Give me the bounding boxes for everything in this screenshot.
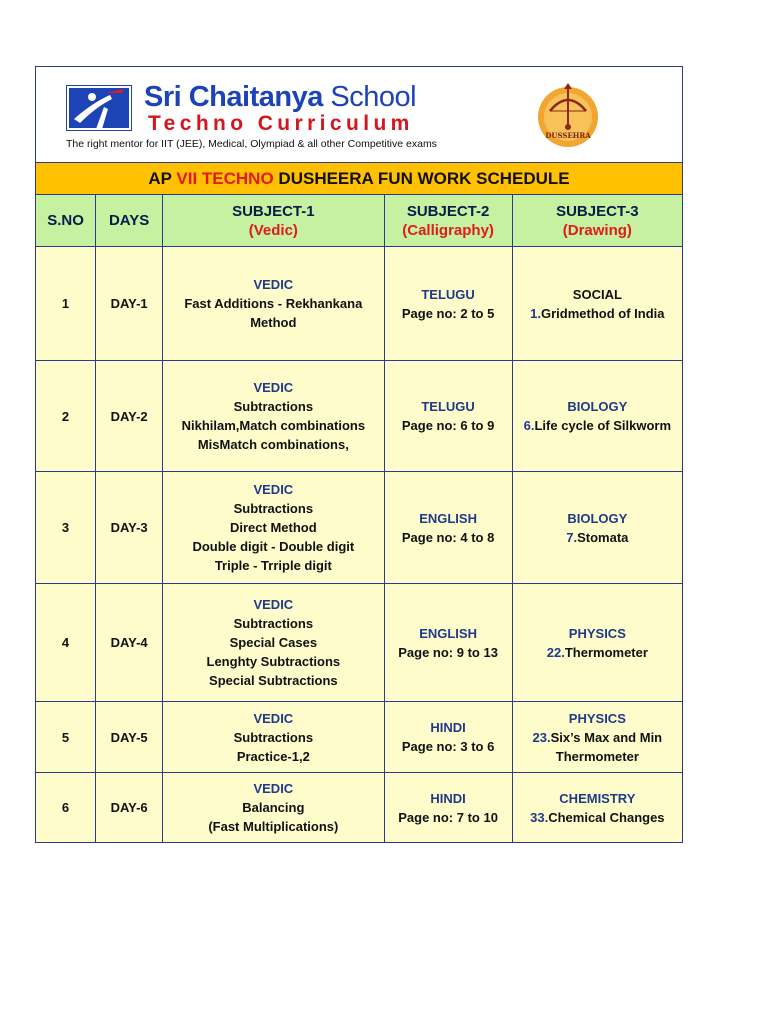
subject2-page: Page no: 6 to 9	[401, 418, 495, 433]
col-header-subject3: SUBJECT-3 (Drawing)	[512, 195, 682, 247]
subject2-head: HINDI	[430, 790, 466, 806]
row-subject2	[384, 584, 512, 702]
subject2-head: ENGLISH	[419, 625, 477, 641]
table-row	[36, 584, 683, 702]
subject1-line: Practice-1,2	[236, 748, 310, 764]
row-subject3	[512, 584, 682, 702]
row-subject2	[384, 472, 512, 584]
subject1-head: VEDIC	[253, 597, 294, 612]
row-sno: 2	[36, 361, 96, 472]
subject3-topic: 23.Six’s Max and Min Thermometer	[532, 729, 663, 764]
row-subject2	[384, 247, 512, 361]
table-row	[36, 773, 683, 843]
row-sno: 1	[36, 247, 96, 361]
subject2-page: Page no: 7 to 10	[398, 809, 498, 825]
subject2-head: ENGLISH	[419, 510, 477, 526]
subject1-head: VEDIC	[253, 380, 294, 395]
dusshera-badge-text: DUSSEHRA	[545, 131, 591, 140]
subject1-line: Subtractions	[233, 616, 314, 631]
row-subject1	[163, 702, 384, 773]
subject1-line: Lenghty Subtractions	[206, 654, 341, 669]
col-header-subject1-sub: (Vedic)	[248, 221, 298, 239]
row-subject1	[163, 361, 384, 472]
row-sno: 5	[36, 702, 96, 773]
school-name	[144, 81, 416, 114]
row-day: DAY-3	[96, 472, 163, 584]
subject1-line: Direct Method	[230, 520, 317, 535]
table-row	[36, 472, 683, 584]
subject1-line: Method	[250, 315, 297, 330]
subject1-line: MisMatch combinations,	[197, 437, 349, 452]
table-row	[36, 702, 683, 773]
subject3-topic: 1.Gridmethod of India	[530, 305, 665, 321]
subject3-head: PHYSICS	[568, 710, 626, 726]
subject2-page: Page no: 4 to 8	[401, 529, 495, 545]
subject1-head: VEDIC	[253, 781, 294, 796]
row-subject1	[163, 773, 384, 843]
subject1-line: Balancing	[242, 800, 305, 815]
row-subject2	[384, 773, 512, 843]
row-sno: 3	[36, 472, 96, 584]
col-header-subject2: SUBJECT-2 (Calligraphy)	[384, 195, 512, 247]
subject2-head: HINDI	[430, 720, 466, 735]
col-header-subject1: SUBJECT-1 (Vedic)	[163, 195, 384, 247]
subject3-topic: 6.Life cycle of Silkworm	[523, 418, 672, 433]
row-subject3	[512, 773, 682, 843]
col-header-subject3-sub: (Drawing)	[562, 221, 632, 239]
subject1-line: Subtractions	[233, 501, 314, 516]
curriculum-name: Techno Curriculum	[148, 112, 414, 135]
subject3-head: CHEMISTRY	[559, 790, 636, 806]
subject1-line: Subtractions	[233, 729, 314, 745]
subject1-line: (Fast Multiplications)	[208, 819, 339, 834]
row-day: DAY-4	[96, 584, 163, 702]
col-header-sno: S.NO	[36, 195, 96, 247]
dusshera-logo-icon	[536, 81, 600, 151]
row-day: DAY-1	[96, 247, 163, 361]
schedule-title	[35, 162, 683, 195]
row-subject3	[512, 247, 682, 361]
subject1-head: VEDIC	[253, 482, 294, 497]
row-day: DAY-5	[96, 702, 163, 773]
subject1-line: Nikhilam,Match combinations	[181, 418, 366, 433]
table-row	[36, 247, 683, 361]
subject1-head: VEDIC	[253, 710, 294, 726]
subject3-topic: 22.Thermometer	[546, 644, 648, 660]
subject3-topic: 33.Chemical Changes	[530, 809, 665, 825]
row-subject1	[163, 247, 384, 361]
subject2-page: Page no: 3 to 6	[401, 739, 495, 754]
subject1-line: Double digit - Double digit	[192, 539, 355, 554]
school-logo-icon	[66, 85, 132, 131]
runner-logo-icon	[66, 85, 132, 131]
school-name-light: School	[330, 81, 417, 113]
subject1-line: Subtractions	[233, 399, 314, 414]
row-subject1	[163, 472, 384, 584]
school-header	[35, 66, 683, 163]
col-header-subject2-sub: (Calligraphy)	[402, 221, 494, 239]
subject3-head: PHYSICS	[568, 625, 626, 641]
subject3-head: SOCIAL	[572, 286, 622, 302]
subject2-head: TELUGU	[421, 399, 475, 414]
row-sno: 4	[36, 584, 96, 702]
subject2-head: TELUGU	[421, 286, 475, 302]
schedule-sheet	[35, 66, 683, 844]
subject1-line: Special Subtractions	[209, 673, 338, 688]
subject3-topic: 7.Stomata	[566, 529, 629, 545]
row-subject2	[384, 361, 512, 472]
row-subject3	[512, 472, 682, 584]
title-part-2: VII TECHNO	[176, 169, 274, 188]
subject2-page: Page no: 2 to 5	[401, 305, 495, 321]
schedule-table	[35, 194, 683, 843]
row-day: DAY-6	[96, 773, 163, 843]
table-row	[36, 361, 683, 472]
row-sno: 6	[36, 773, 96, 843]
subject3-head: BIOLOGY	[567, 399, 628, 414]
row-subject3	[512, 361, 682, 472]
title-part-1: AP	[148, 169, 172, 188]
subject1-line: Special Cases	[229, 635, 318, 650]
title-part-3: DUSHEERA FUN WORK SCHEDULE	[278, 169, 570, 188]
subject1-line: Triple - Trriple digit	[214, 558, 332, 573]
school-name-bold: Sri Chaitanya	[144, 81, 323, 113]
row-subject2	[384, 702, 512, 773]
col-header-days: DAYS	[96, 195, 163, 247]
subject2-page: Page no: 9 to 13	[398, 644, 498, 660]
subject1-line: Fast Additions - Rekhankana	[184, 296, 363, 311]
subject3-head: BIOLOGY	[567, 510, 628, 526]
table-header-row	[36, 195, 683, 247]
row-subject3	[512, 702, 682, 773]
subject1-head: VEDIC	[253, 277, 294, 292]
row-day: DAY-2	[96, 361, 163, 472]
row-subject1	[163, 584, 384, 702]
school-tagline: The right mentor for IIT (JEE), Medical, Olympiad & all other Competitive exams	[66, 138, 437, 150]
